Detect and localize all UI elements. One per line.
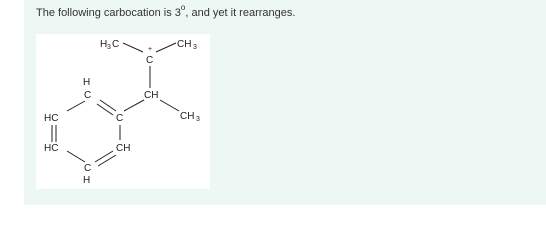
bond-ring-c-ch-double-b: [97, 104, 113, 115]
label-hc-upper: HC: [44, 113, 59, 124]
bond-h3c-cation: [123, 43, 143, 52]
label-ch3-top-c: CH: [177, 39, 192, 50]
label-ring-right-c: C: [116, 113, 124, 124]
label-ring-top-h: H: [83, 77, 91, 88]
bond-ch-hc-upper: [67, 101, 85, 111]
label-hc-lower: HC: [44, 143, 59, 154]
label-cation-c: C: [146, 55, 154, 66]
label-h3c-h: H: [100, 39, 108, 50]
structure-figure: [36, 34, 210, 189]
carbocation-structure-diagram: [36, 34, 210, 189]
bond-c-ch-double-a: [95, 151, 113, 162]
label-ring-bottom-c: C: [84, 163, 92, 174]
label-ch3-right-3: 3: [196, 116, 200, 123]
label-ch3-top-3: 3: [193, 44, 197, 51]
bond-cation-ch3: [156, 43, 176, 52]
degree-superscript: o: [180, 3, 186, 13]
bond-ring-c-ch-double-a: [100, 100, 116, 111]
label-ch3-right-c: CH: [180, 111, 195, 122]
bond-ch-ring-c: [124, 100, 144, 111]
label-ch: CH: [144, 90, 159, 101]
label-ring-bottom-h: H: [83, 175, 91, 186]
label-h3c-c: C: [112, 39, 120, 50]
label-cation-plus: +: [148, 46, 153, 53]
bond-c-ch-double-b: [98, 155, 116, 166]
question-text-before: The following carbocation is 3: [36, 7, 181, 19]
label-ring-ch: CH: [116, 143, 131, 154]
bond-ch-ch3: [160, 100, 179, 111]
question-text-after: , and yet it rearranges.: [185, 7, 296, 19]
label-h3c-3: 3: [107, 44, 111, 51]
bond-hc-lower-c: [67, 151, 85, 162]
question-text: [36, 3, 296, 19]
label-ring-top-c: C: [84, 90, 92, 101]
